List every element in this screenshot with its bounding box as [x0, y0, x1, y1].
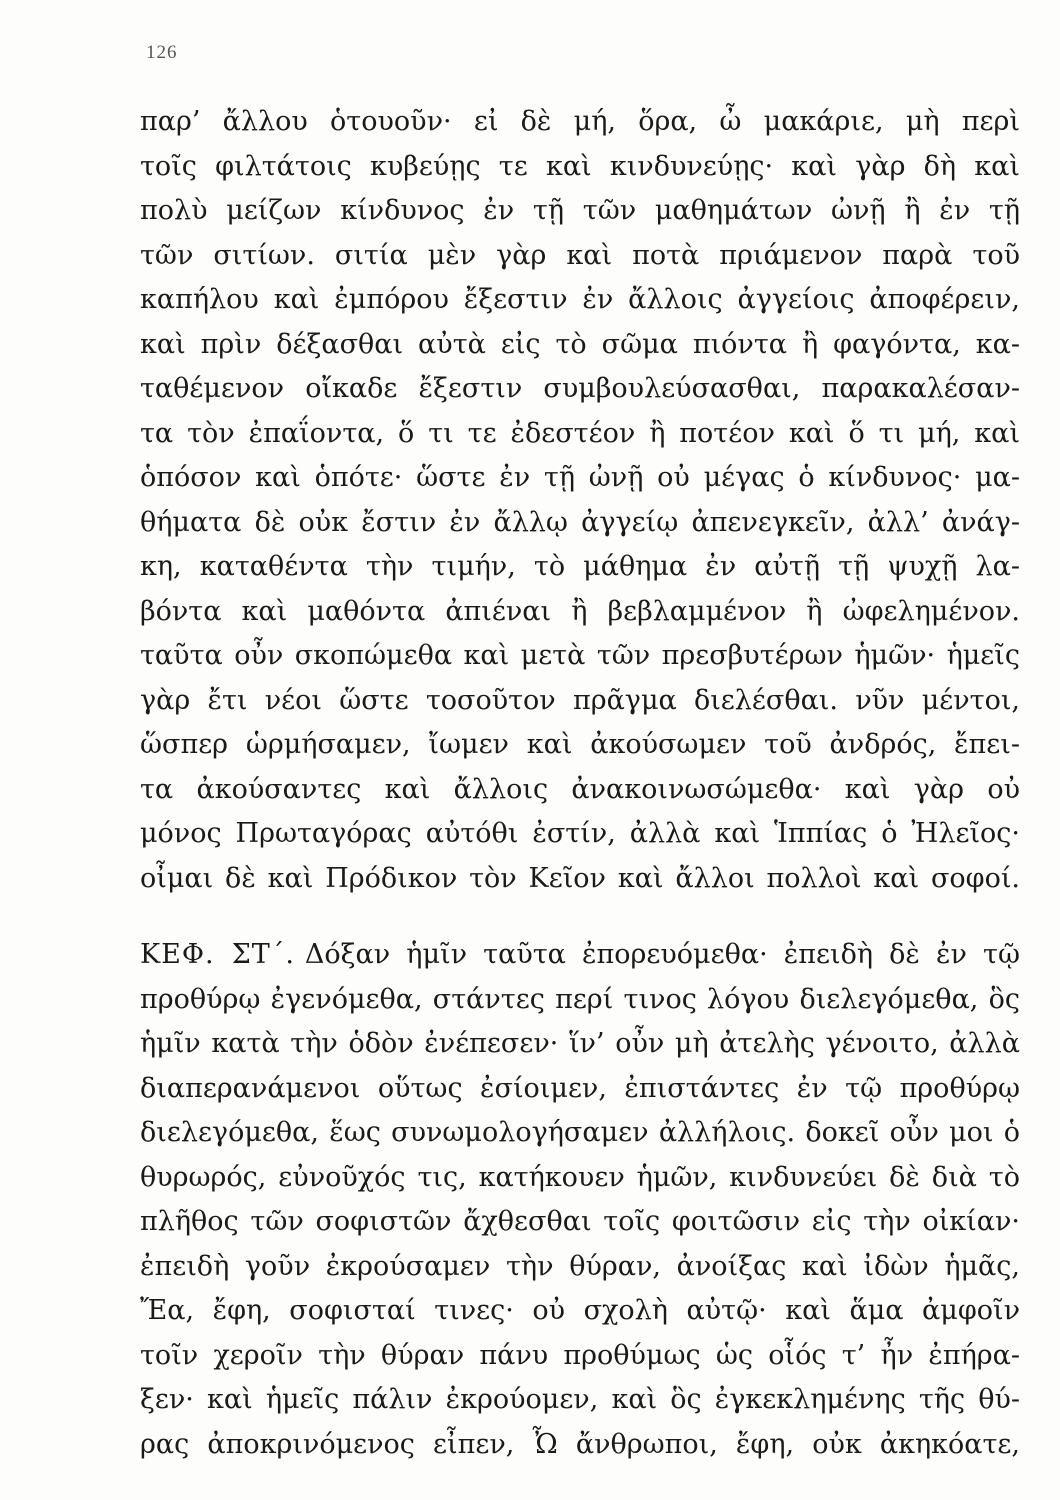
- text-line: ταῦτα οὖν σκοπώμεθα καὶ μετὰ τῶν πρεσβυτέρων ἡμῶν· ἡμεῖς: [140, 640, 1020, 671]
- text-line: μόνος Πρωταγόρας αὐτόθι ἐστίν, ἀλλὰ καὶ Ἱππίας ὁ Ἠλεῖος·: [140, 818, 1020, 849]
- text-line: θήματα δὲ οὐκ ἔστιν ἐν ἄλλῳ ἀγγείῳ ἀπενεγκεῖν, ἀλλ’ ἀνάγ-: [140, 506, 1020, 538]
- text-line: ὥσπερ ὡρμήσαμεν, ἴωμεν καὶ ἀκούσωμεν τοῦ ἀνδρός, ἔπει-: [140, 729, 1020, 760]
- text-line: γὰρ ἔτι νέοι ὥστε τοσοῦτον πρᾶγμα διελέσθαι. νῦν μέντοι,: [140, 684, 1020, 716]
- text-line: ταθέμενον οἴκαδε ἔξεστιν συμβουλεύσασθαι, παρακαλέσαν-: [140, 373, 1020, 404]
- text-line: τῶν σιτίων. σιτία μὲν γὰρ καὶ ποτὰ πριάμενον παρὰ τοῦ: [140, 239, 1020, 271]
- text-line: τοῖν χεροῖν τὴν θύραν πάνυ προθύμως ὡς οἷός τ’ ἦν ἐπήρα-: [140, 1339, 1020, 1371]
- text-line: Ἔα, ἔφη, σοφισταί τινες· οὐ σχολὴ αὐτῷ· καὶ ἅμα ἀμφοῖν: [140, 1295, 1020, 1326]
- text-line: τα ἀκούσαντες καὶ ἄλλοις ἀνακοινωσώμεθα· καὶ γὰρ οὐ: [140, 773, 1020, 805]
- text-line: θυρωρός, εὐνοῦχός τις, κατήκουεν ἡμῶν, κινδυνεύει δὲ διὰ τὸ: [140, 1161, 1020, 1193]
- text-line: κη, καταθέντα τὴν τιμήν, τὸ μάθημα ἐν αὐτῇ τῇ ψυχῇ λα-: [140, 551, 1020, 582]
- text-line: ξεν· καὶ ἡμεῖς πάλιν ἐκρούομεν, καὶ ὃς ἐγκεκλημένης τῆς θύ-: [140, 1384, 1020, 1415]
- text-line: παρ’ ἄλλου ὁτουοῦν· εἰ δὲ μή, ὅρα, ὦ μακάριε, μὴ περὶ: [140, 106, 1020, 137]
- text-line: πολὺ μείζων κίνδυνος ἐν τῇ τῶν μαθημάτων ὠνῇ ἢ ἐν τῇ: [140, 195, 1020, 226]
- text-line: διελεγόμεθα, ἕως συνωμολογήσαμεν ἀλλήλοις. δοκεῖ οὖν μοι ὁ: [140, 1117, 1020, 1148]
- text-line: προθύρῳ ἐγενόμεθα, στάντες περί τινος λόγου διελεγόμεθα, ὃς: [140, 983, 1020, 1015]
- section-first-line: [140, 933, 1020, 978]
- section-first-line-text: Δόξαν ἡμῖν ταῦτα ἐπορευόμεθα· ἐπειδὴ δὲ ἐν τῷ: [304, 939, 1020, 970]
- text-line: βόντα καὶ μαθόντα ἀπιέναι ἢ βεβλαμμένον ἢ ὠφελημένον.: [140, 595, 1020, 627]
- text-line: καπήλου καὶ ἐμπόρου ἔξεστιν ἐν ἄλλοις ἀγγείοις ἀποφέρειν,: [140, 284, 1020, 315]
- page-number: 126: [146, 42, 178, 63]
- section-heading: ΚΕΦ. ΣΤ΄.: [140, 939, 295, 970]
- text-line: οἶμαι δὲ καὶ Πρόδικον τὸν Κεῖον καὶ ἄλλοι πολλοὶ καὶ σοφοί.: [140, 862, 1020, 894]
- text-line: τα τὸν ἐπαΐοντα, ὅ τι τε ἐδεστέον ἢ ποτέον καὶ ὅ τι μή, καὶ: [140, 417, 1020, 449]
- section-gap: [140, 901, 1020, 933]
- main-text: [140, 100, 1020, 1467]
- text-line: διαπερανάμενοι οὕτως ἐσίοιμεν, ἐπιστάντες ἐν τῷ προθύρῳ: [140, 1072, 1020, 1104]
- text-line: πλῆθος τῶν σοφιστῶν ἄχθεσθαι τοῖς φοιτῶσιν εἰς τὴν οἰκίαν·: [140, 1206, 1020, 1237]
- text-line: ρας ἀποκρινόμενος εἶπεν, Ὦ ἄνθρωποι, ἔφη, οὐκ ἀκηκόατε,: [140, 1428, 1020, 1460]
- text-line: ὁπόσον καὶ ὁπότε· ὥστε ἐν τῇ ὠνῇ οὐ μέγας ὁ κίνδυνος· μα-: [140, 462, 1020, 493]
- text-line: ἐπειδὴ γοῦν ἐκρούσαμεν τὴν θύραν, ἀνοίξας καὶ ἰδὼν ἡμᾶς,: [140, 1250, 1020, 1282]
- text-line: τοῖς φιλτάτοις κυβεύῃς τε καὶ κινδυνεύῃς· καὶ γὰρ δὴ καὶ: [140, 150, 1020, 182]
- text-line: ἡμῖν κατὰ τὴν ὁδὸν ἐνέπεσεν· ἵν’ οὖν μὴ ἀτελὴς γένοιτο, ἀλλὰ: [140, 1028, 1020, 1059]
- text-line: καὶ πρὶν δέξασθαι αὐτὰ εἰς τὸ σῶμα πιόντα ἢ φαγόντα, κα-: [140, 328, 1020, 360]
